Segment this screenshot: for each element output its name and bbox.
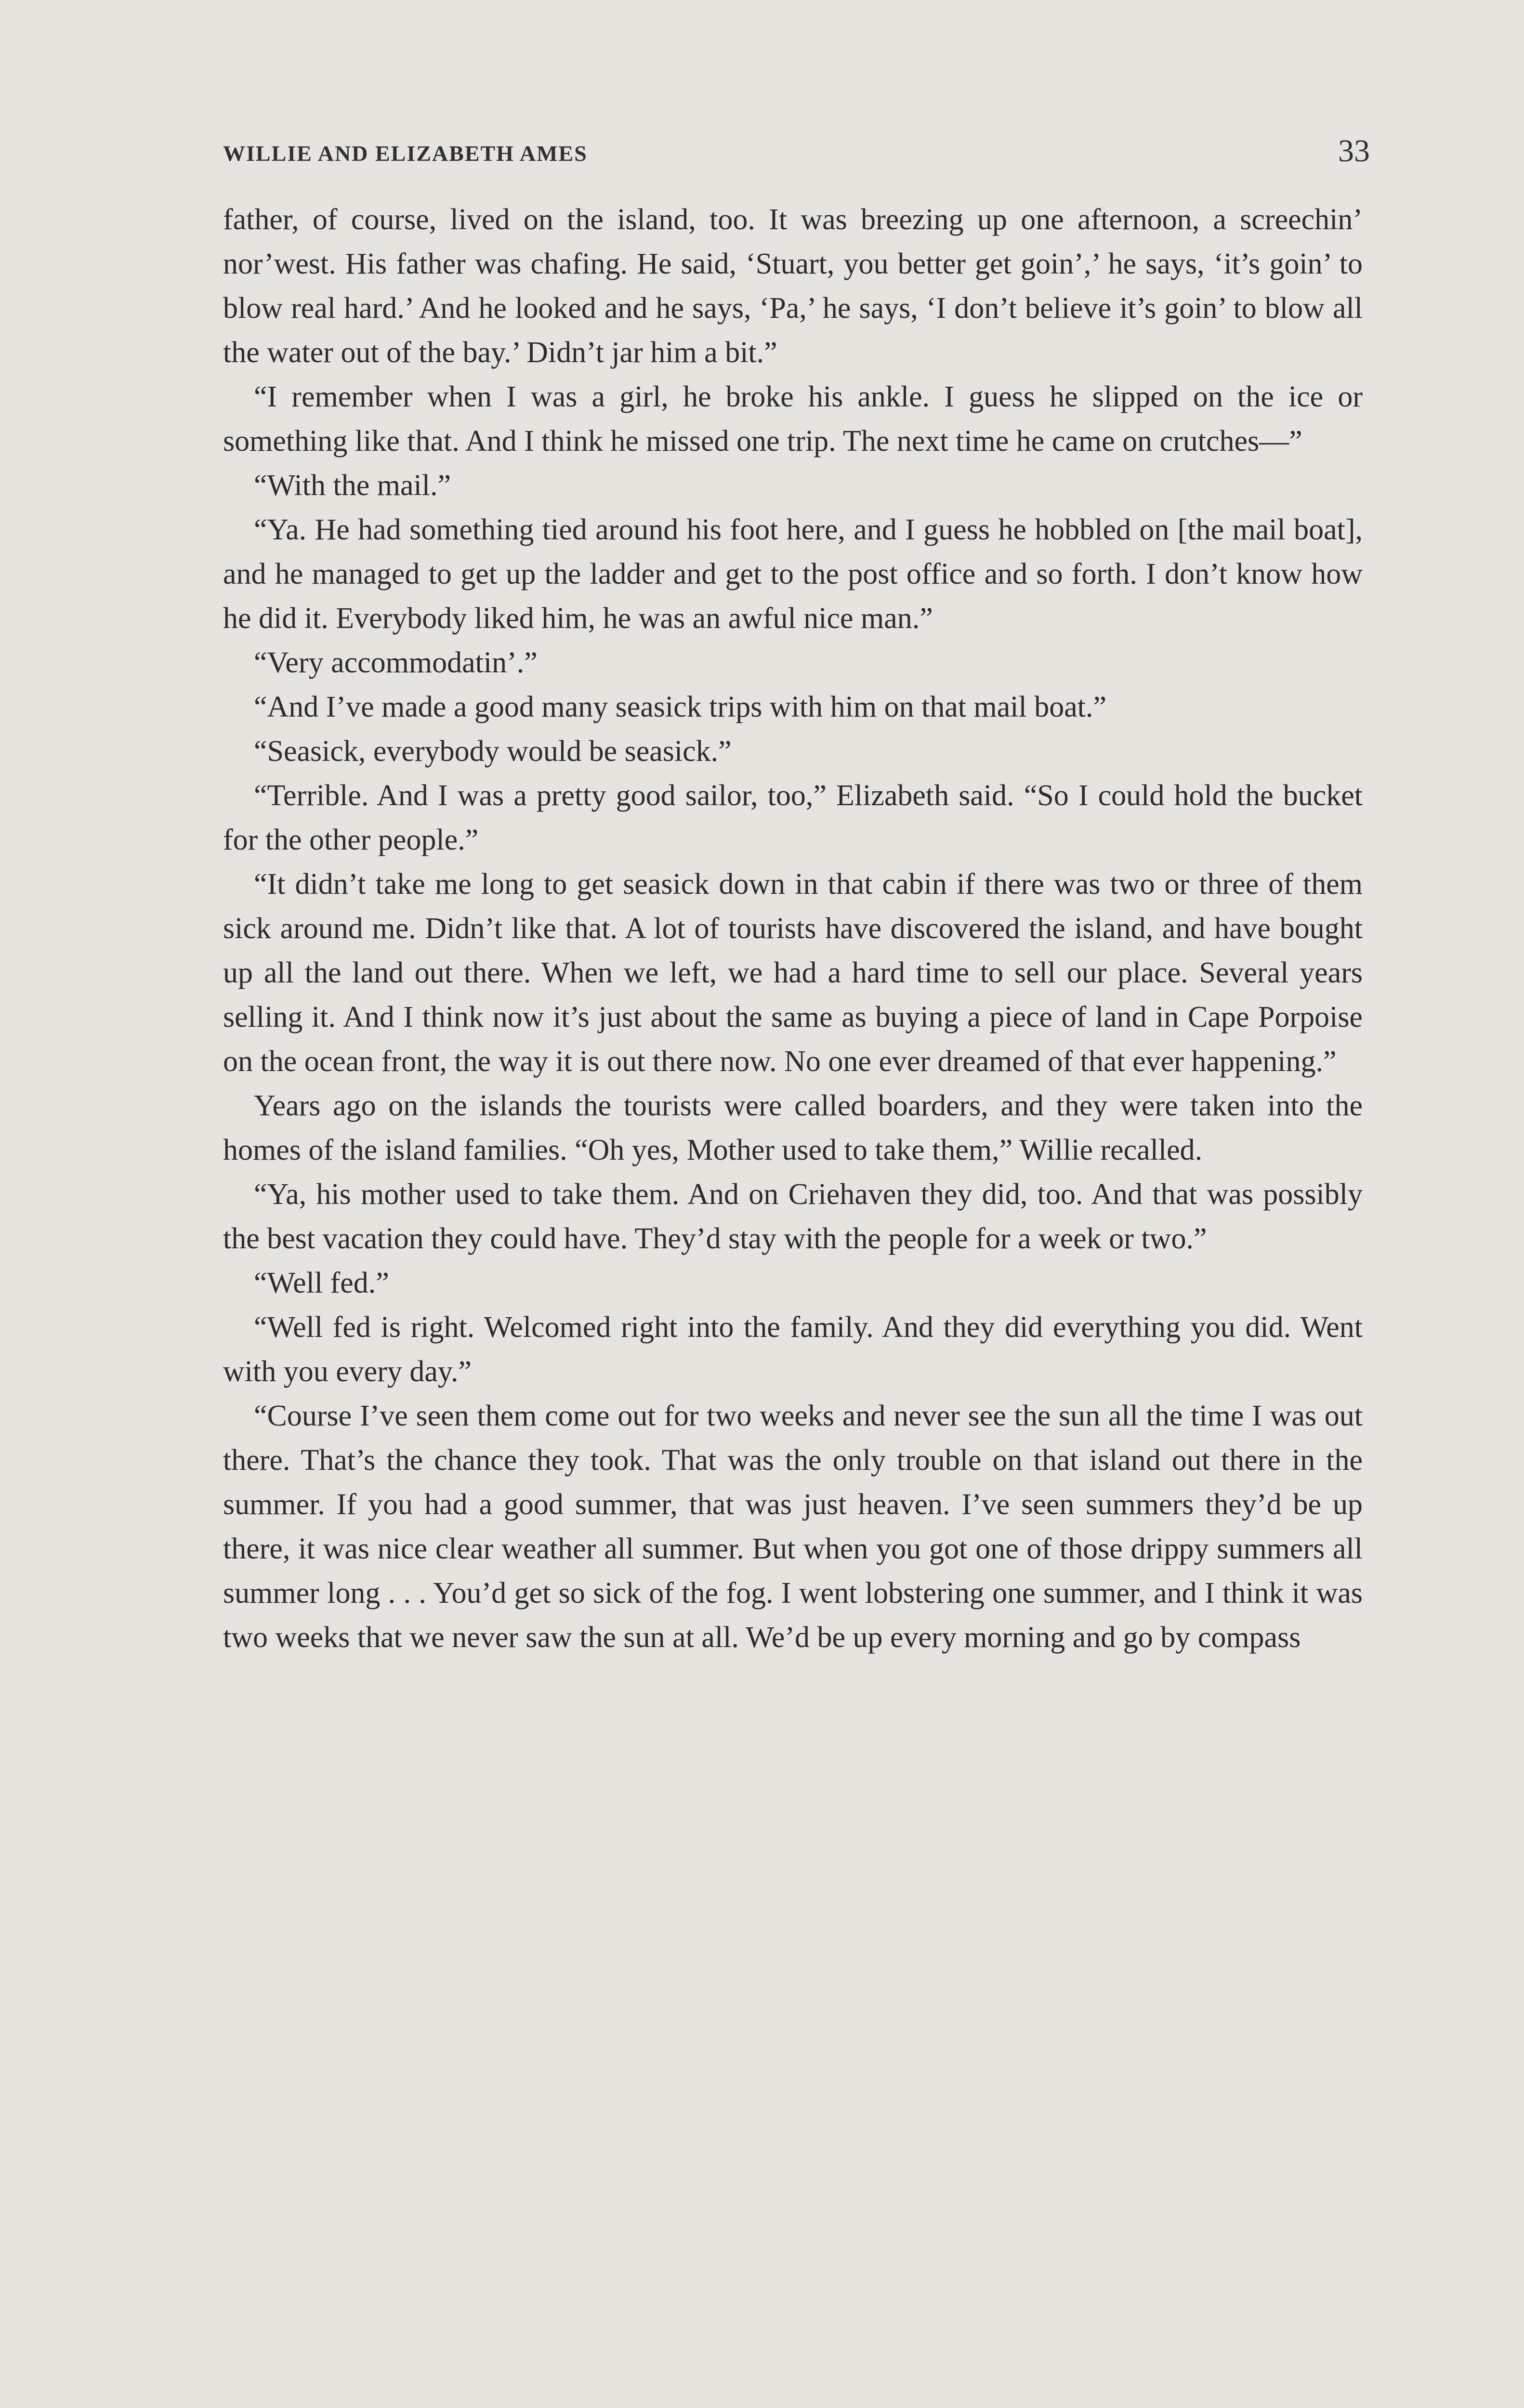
- paragraph: “Very accommodatin’.”: [254, 646, 538, 679]
- paragraph: “Course I’ve seen them come out for two weeks and never see the sun all the time I was out there. That’s the chance they took. That was the only trouble on that island out there in the summer. If you had a good summer, that was just heaven. I’ve seen summers they’d be up there, it was nice clear weather all summer. But when you got one of those drippy summers all summer long . . . You’d get so sick of the fog. I went lobstering one summer, and I think it was two weeks that we never saw the sun at all. We’d be up every morning and go by compass: [223, 1400, 1363, 1654]
- paragraph: “It didn’t take me long to get seasick down in that cabin if there was two or three of them sick around me. Didn’t like that. A lot of tourists have discovered the island, and have bought up all the land out there. When we left, we had a hard time to sell our place. Several years selling it. And I think now it’s just about the same as buying a piece of land in Cape Porpoise on the ocean front, the way it is out there now. No one ever dreamed of that ever happening.”: [223, 868, 1363, 1078]
- paragraph: “Terrible. And I was a pretty good sailor, too,” Elizabeth said. “So I could hold the bucket for the other people.”: [223, 779, 1363, 856]
- running-head: WILLIE AND ELIZABETH AMES: [223, 141, 588, 166]
- paragraph: Years ago on the islands the tourists were called boarders, and they were taken into the homes of the island families. “Oh yes, Mother used to take them,” Willie recalled.: [223, 1089, 1363, 1166]
- paragraph: “And I’ve made a good many seasick trips with him on that mail boat.”: [254, 691, 1106, 723]
- paragraph: “Well fed is right. Welcomed right into the family. And they did everything you did. Went with you every day.”: [223, 1311, 1363, 1388]
- paragraph: “Ya, his mother used to take them. And on Criehaven they did, too. And that was possibly the best vacation they could have. They’d stay with the people for a week or two.”: [223, 1178, 1363, 1255]
- paragraph: “Ya. He had something tied around his foot here, and I guess he hobbled on [the mail boat], and he managed to get up the ladder and get to the post office and so forth. I don’t know how he did it. Everybody liked him, he was an awful nice man.”: [223, 513, 1363, 635]
- paragraph: “I remember when I was a girl, he broke his ankle. I guess he slipped on the ice or something like that. And I think he missed one trip. The next time he came on crutches—”: [223, 380, 1363, 458]
- body-text: [223, 197, 1363, 1660]
- paragraph: father, of course, lived on the island, too. It was breezing up one afternoon, a screechin’ nor’west. His father was chafing. He said, ‘Stuart, you better get goin’,’ he says, ‘it’s goin’ to blow real hard.’ And he looked and he says, ‘Pa,’ he says, ‘I don’t believe it’s goin’ to blow all the water out of the bay.’ Didn’t jar him a bit.”: [223, 203, 1363, 369]
- paragraph: “With the mail.”: [254, 469, 451, 502]
- paragraph: “Well fed.”: [254, 1267, 389, 1299]
- page-number: 33: [1338, 133, 1370, 169]
- paragraph: “Seasick, everybody would be seasick.”: [254, 735, 732, 768]
